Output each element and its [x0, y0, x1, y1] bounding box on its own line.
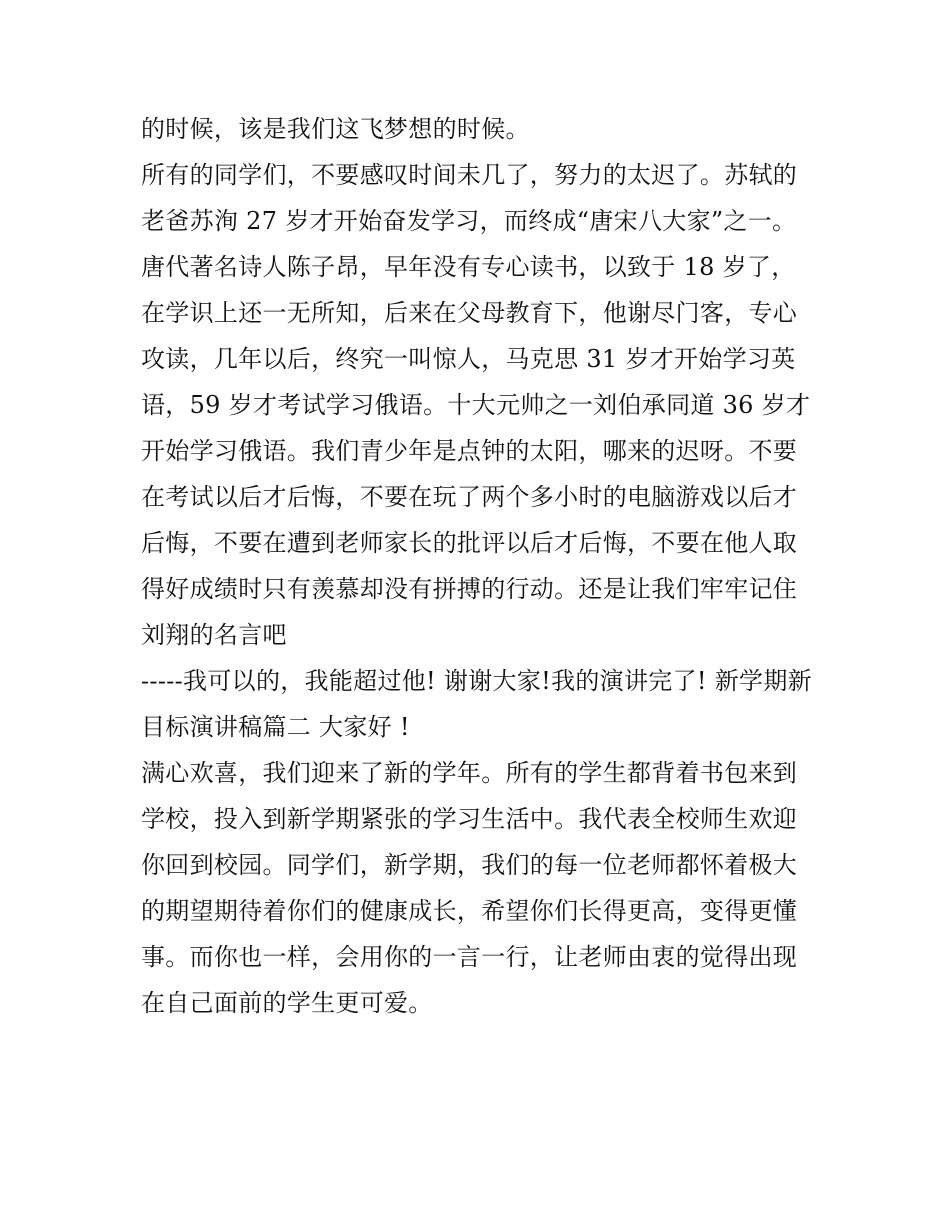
text-line: 在学识上还一无所知，后来在父母教育下，他谢尽门客，专心 — [141, 299, 798, 327]
text-line: 在考试以后才后悔，不要在玩了两个多小时的电脑游戏以后才 — [141, 483, 798, 511]
text-line: 刘翔的名言吧 — [141, 621, 287, 649]
text-line: 唐代著名诗人陈子昂，早年没有专心读书，以致于 18 岁了， — [141, 253, 796, 281]
text-line: 学校，投入到新学期紧张的学习生活中。我代表全校师生欢迎 — [141, 805, 798, 833]
text-line: 的期望期待着你们的健康成长，希望你们长得更高，变得更懂 — [141, 897, 798, 925]
text-line: 目标演讲稿篇二 大家好 ! — [141, 713, 410, 741]
text-line: 老爸苏洵 27 岁才开始奋发学习，而终成“唐宋八大家”之一。 — [141, 207, 797, 235]
text-line: 攻读，几年以后，终究一叫惊人，马克思 31 岁才开始学习英 — [141, 345, 796, 373]
text-line: 开始学习俄语。我们青少年是点钟的太阳，哪来的迟呀。不要 — [141, 437, 798, 465]
text-line: 事。而你也一样，会用你的一言一行，让老师由衷的觉得出现 — [141, 943, 798, 971]
text-line: 的时候，该是我们这飞梦想的时候。 — [141, 115, 530, 143]
text-line: 在自己面前的学生更可爱。 — [141, 989, 433, 1017]
text-line: 后悔，不要在遭到老师家长的批评以后才后悔，不要在他人取 — [141, 529, 798, 557]
text-line: 语，59 岁才考试学习俄语。十大元帅之一刘伯承同道 36 岁才 — [141, 391, 811, 419]
text-line: 满心欢喜，我们迎来了新的学年。所有的学生都背着书包来到 — [141, 759, 798, 787]
text-line: 所有的同学们，不要感叹时间未几了，努力的太迟了。苏轼的 — [141, 161, 798, 189]
text-line: 你回到校园。同学们，新学期，我们的每一位老师都怀着极大 — [141, 851, 798, 879]
body-text — [141, 106, 831, 1026]
text-line: -----我可以的，我能超过他! 谢谢大家!我的演讲完了! 新学期新 — [141, 667, 812, 695]
text-line: 得好成绩时只有羡慕却没有拼搏的行动。还是让我们牢牢记住 — [141, 575, 798, 603]
